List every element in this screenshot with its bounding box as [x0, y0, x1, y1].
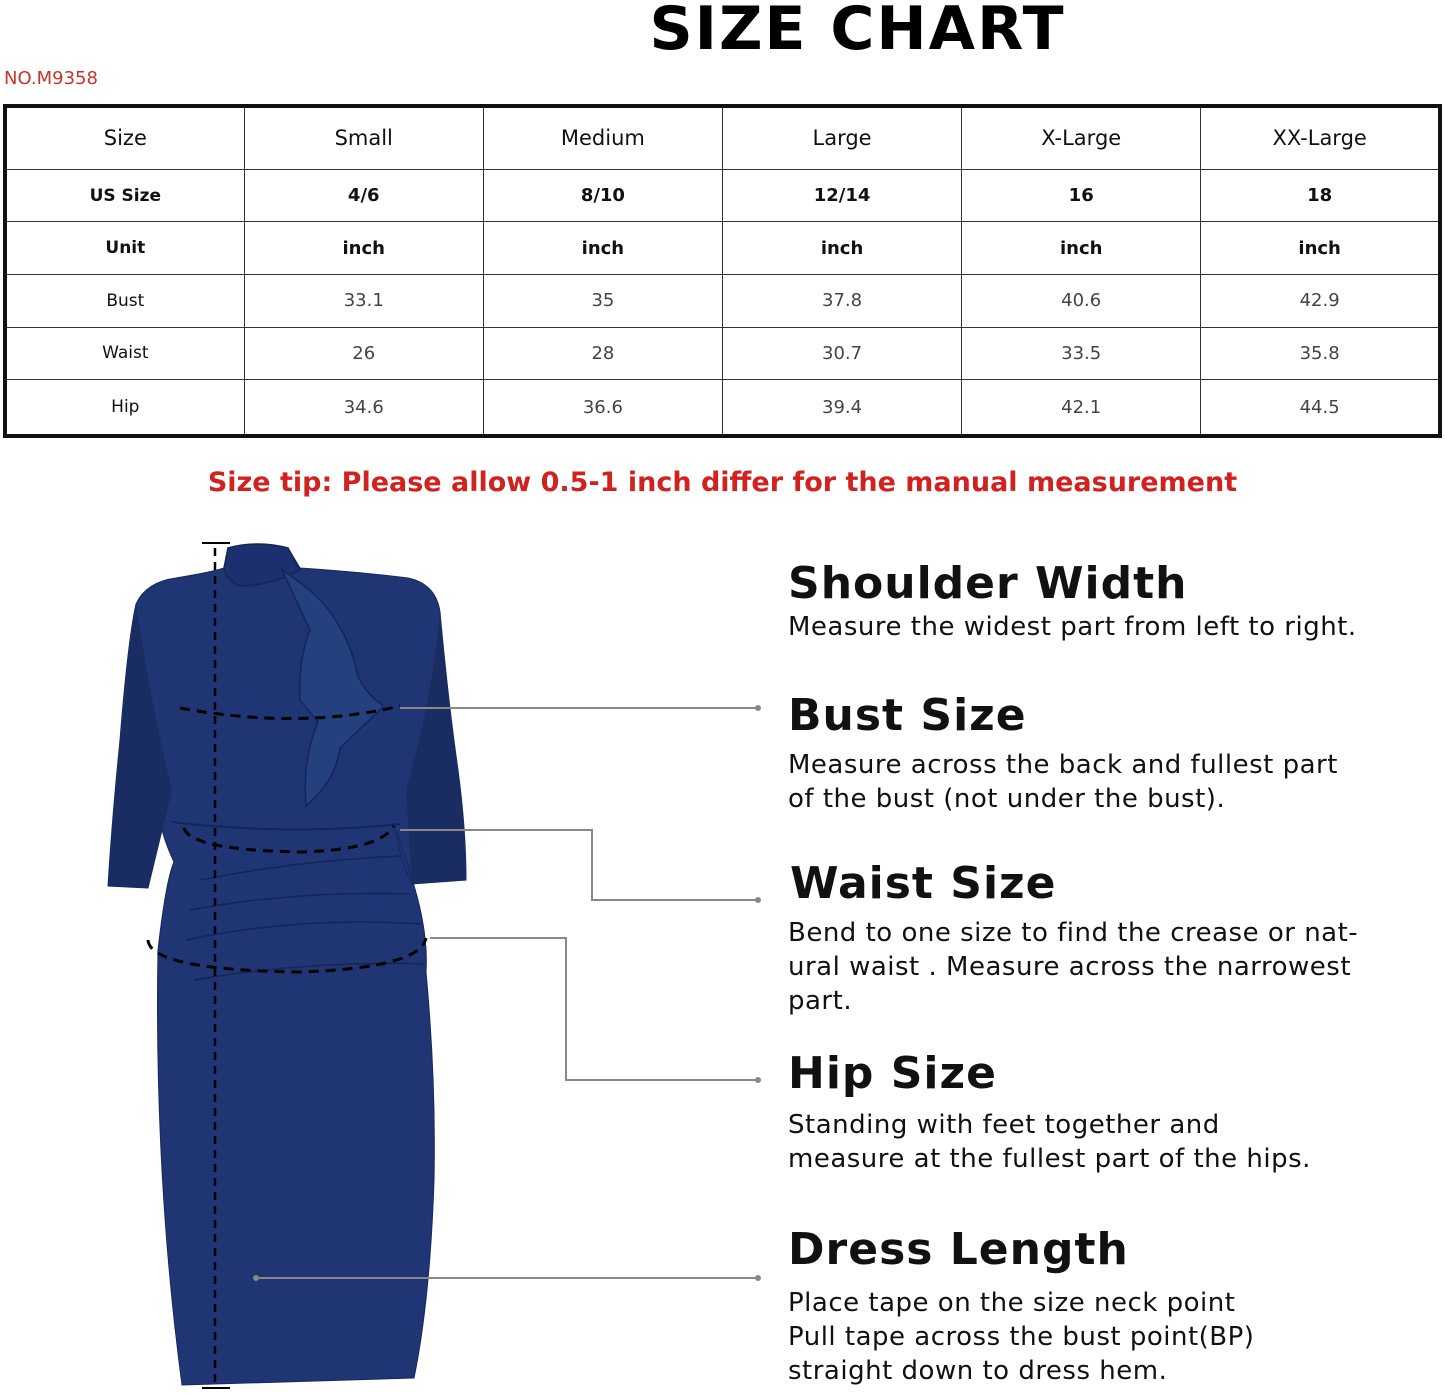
- table-cell: inch: [244, 222, 483, 275]
- row-label: US Size: [5, 169, 244, 222]
- size-chart-table: [3, 104, 1442, 438]
- measurement-description: Measure the widest part from left to right.: [788, 612, 1357, 642]
- table-cell: 4/6: [244, 169, 483, 222]
- table-row: [5, 275, 1440, 328]
- table-row: [5, 169, 1440, 222]
- table-cell: 30.7: [722, 327, 961, 380]
- measurement-title: Waist Size: [790, 858, 1057, 909]
- table-cell: inch: [1201, 222, 1440, 275]
- row-label: Bust: [5, 275, 244, 328]
- table-cell: 39.4: [722, 380, 961, 436]
- row-label: Unit: [5, 222, 244, 275]
- header-cell: X-Large: [962, 106, 1201, 169]
- table-cell: 26: [244, 327, 483, 380]
- table-cell: 36.6: [483, 380, 722, 436]
- measurement-shoulder-width: [788, 558, 1357, 644]
- measurement-bust-size: [788, 690, 1338, 816]
- header-cell: Medium: [483, 106, 722, 169]
- header-cell: Small: [244, 106, 483, 169]
- bust-leader-dot: [755, 705, 761, 711]
- row-label: Waist: [5, 327, 244, 380]
- table-cell: 35: [483, 275, 722, 328]
- dress-body: [108, 544, 466, 1385]
- row-label: Hip: [5, 380, 244, 436]
- table-cell: 35.8: [1201, 327, 1440, 380]
- table-cell: inch: [483, 222, 722, 275]
- length-leader-dot: [755, 1275, 761, 1281]
- page-title: SIZE CHART: [649, 0, 1066, 64]
- size-tip: Size tip: Please allow 0.5-1 inch differ for the manual measurement: [207, 467, 1238, 498]
- table-row: [5, 222, 1440, 275]
- table-cell: 18: [1201, 169, 1440, 222]
- table-row: [5, 327, 1440, 380]
- header-cell: XX-Large: [1201, 106, 1440, 169]
- measurement-waist-size: [788, 858, 1358, 1018]
- table-header-row: [5, 106, 1440, 169]
- header-cell: Size: [5, 106, 244, 169]
- hip-leader-line: [430, 938, 758, 1080]
- table-cell: 37.8: [722, 275, 961, 328]
- measurement-title: Dress Length: [788, 1224, 1129, 1275]
- measurement-hip-size: [788, 1048, 1311, 1176]
- table-cell: 12/14: [722, 169, 961, 222]
- product-number: NO.M9358: [4, 68, 98, 89]
- hip-leader-dot: [755, 1077, 761, 1083]
- table-cell: 33.1: [244, 275, 483, 328]
- measurement-dress-length: [788, 1224, 1254, 1388]
- measurement-description: Bend to one size to find the crease or nat- ural waist . Measure across the narrowest part.: [788, 918, 1359, 1016]
- measurement-title: Bust Size: [788, 690, 1027, 741]
- table-cell: 44.5: [1201, 380, 1440, 436]
- table-cell: 42.9: [1201, 275, 1440, 328]
- dress-illustration: [0, 520, 780, 1395]
- table-cell: 8/10: [483, 169, 722, 222]
- table-cell: 33.5: [962, 327, 1201, 380]
- measurement-description: Standing with feet together and measure at the fullest part of the hips.: [788, 1110, 1311, 1174]
- table-cell: 16: [962, 169, 1201, 222]
- table-row: [5, 380, 1440, 436]
- measurement-title: Shoulder Width: [788, 558, 1188, 609]
- length-leader-start-dot: [253, 1275, 259, 1281]
- table-cell: inch: [962, 222, 1201, 275]
- table-cell: 40.6: [962, 275, 1201, 328]
- table-cell: 34.6: [244, 380, 483, 436]
- measurement-description: Place tape on the size neck point Pull tape across the bust point(BP) straight down to dress hem.: [788, 1288, 1255, 1386]
- measurement-title: Hip Size: [788, 1048, 997, 1099]
- header-cell: Large: [722, 106, 961, 169]
- table-cell: inch: [722, 222, 961, 275]
- table-cell: 42.1: [962, 380, 1201, 436]
- measurement-description: Measure across the back and fullest part of the bust (not under the bust).: [788, 750, 1338, 814]
- table-cell: 28: [483, 327, 722, 380]
- waist-leader-dot: [755, 897, 761, 903]
